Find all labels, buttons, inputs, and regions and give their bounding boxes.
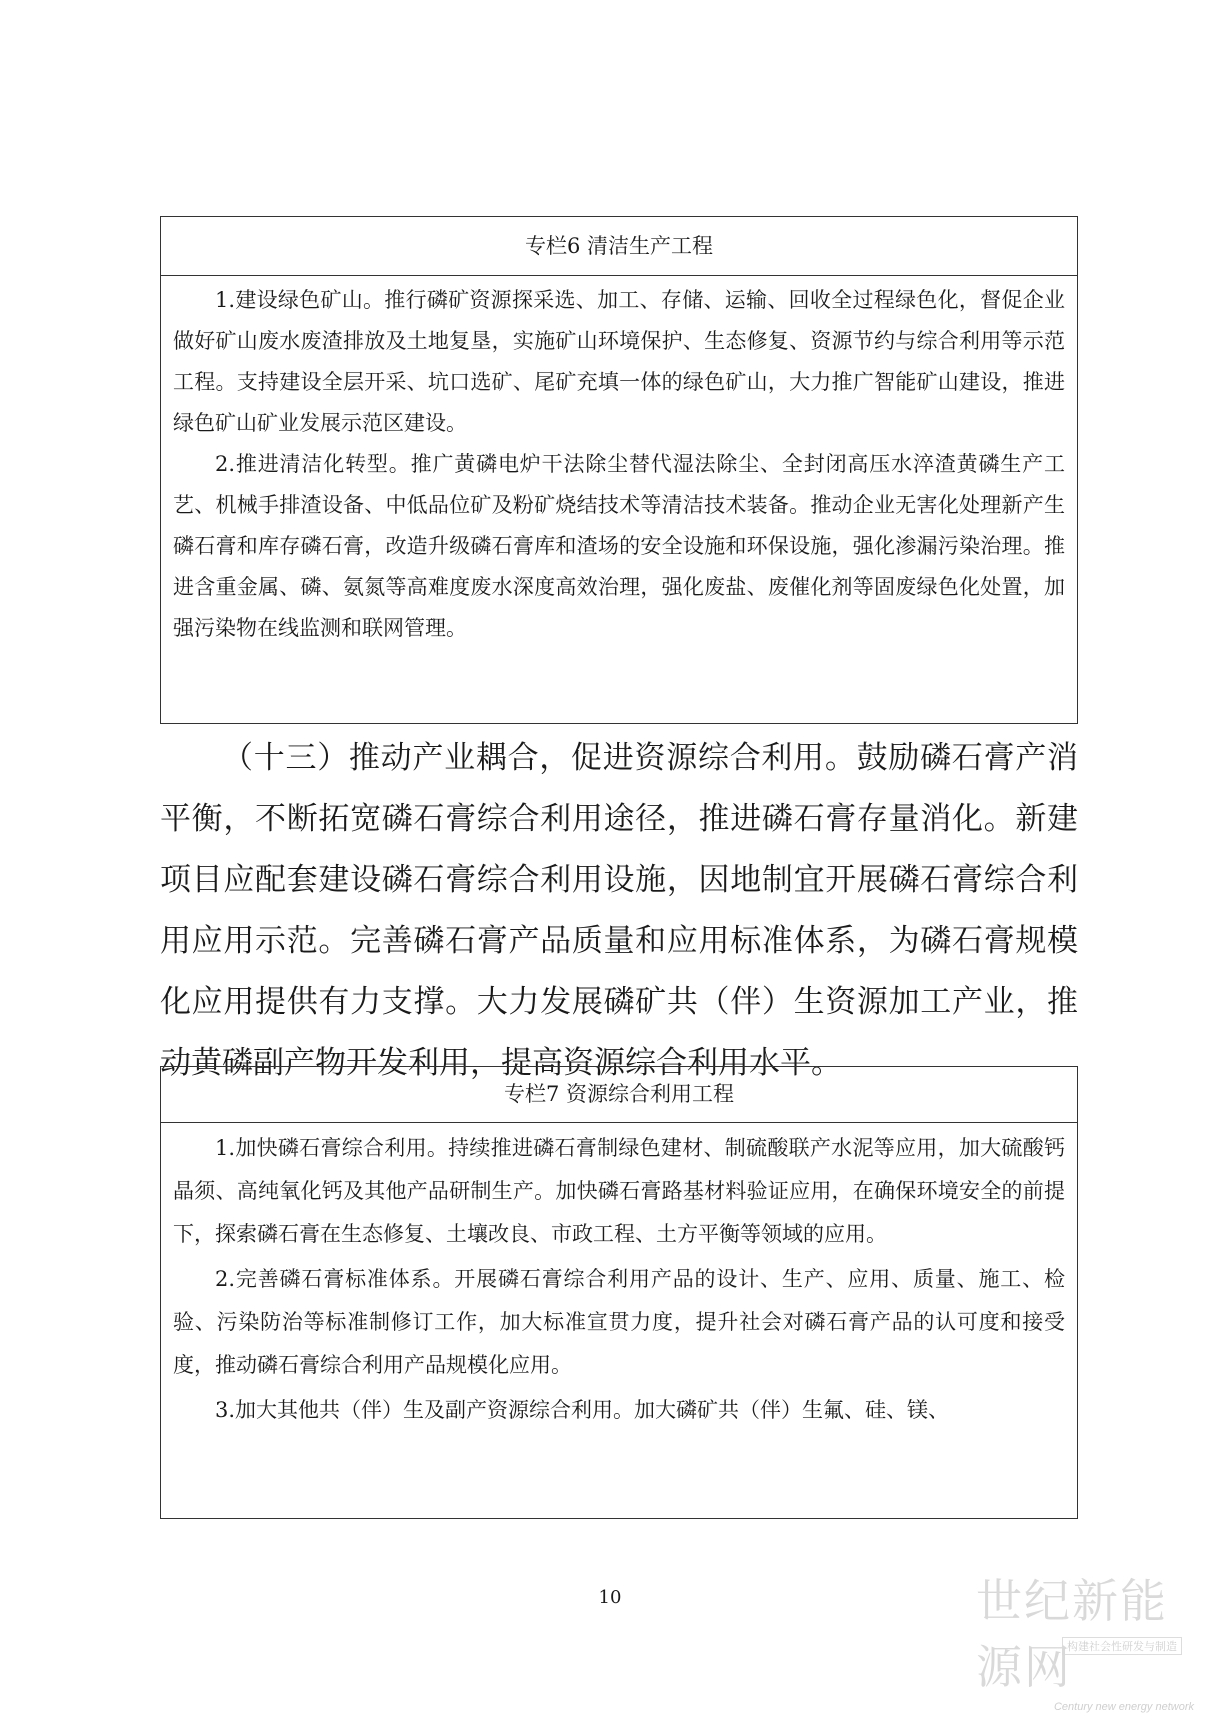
column-box-6 bbox=[160, 216, 1078, 724]
main-body-text bbox=[160, 728, 1078, 1094]
paragraph: 2.推进清洁化转型。推广黄磷电炉干法除尘替代湿法除尘、全封闭高压水淬渣黄磷生产工艺、机械手排渣设备、中低品位矿及粉矿烧结技术等清洁技术装备。推动企业无害化处理新产生磷石膏和库存磷石膏，改造升级磷石膏库和渣场的安全设施和环保设施，强化渗漏污染治理。推进含重金属、磷、氨氮等高难度废水深度高效治理，强化废盐、废催化剂等固废绿色化处置，加强污染物在线监测和联网管理。 bbox=[173, 452, 1065, 640]
watermark-name: 世纪新能源网 bbox=[976, 1574, 1168, 1694]
column-box-body bbox=[161, 1123, 1077, 1432]
paragraph: （十三）推动产业耦合，促进资源综合利用。鼓励磷石膏产消平衡，不断拓宽磷石膏综合利用途径，推进磷石膏存量消化。新建项目应配套建设磷石膏综合利用设施，因地制宜开展磷石膏综合利用应用示范。完善磷石膏产品质量和应用标准体系，为磷石膏规模化应用提供有力支撑。大力发展磷矿共（伴）生资源加工产业，推动黄磷副产物开发利用，提高资源综合利用水平。 bbox=[160, 740, 1078, 1081]
column-box-title: 专栏7 资源综合利用工程 bbox=[161, 1067, 1077, 1123]
watermark-top-text: 构建社会性研发与制造 bbox=[1062, 1637, 1182, 1655]
column-box-body bbox=[161, 276, 1077, 649]
page-number: 10 bbox=[598, 1587, 622, 1608]
column-box-7 bbox=[160, 1066, 1078, 1519]
watermark-english: Century new energy network bbox=[1053, 1701, 1194, 1713]
paragraph: 1.建设绿色矿山。推行磷矿资源探采选、加工、存储、运输、回收全过程绿色化，督促企业做好矿山废水废渣排放及土地复垦，实施矿山环境保护、生态修复、资源节约与综合利用等示范工程。支持建设全层开采、坑口选矿、尾矿充填一体的绿色矿山，大力推广智能矿山建设，推进绿色矿山矿业发展示范区建设。 bbox=[173, 288, 1065, 435]
watermark-logo bbox=[976, 1574, 1206, 1717]
paragraph: 3.加大其他共（伴）生及副产资源综合利用。加大磷矿共（伴）生氟、硅、镁、 bbox=[215, 1398, 950, 1422]
paragraph: 1.加快磷石膏综合利用。持续推进磷石膏制绿色建材、制硫酸联产水泥等应用，加大硫酸钙晶须、高纯氧化钙及其他产品研制生产。加快磷石膏路基材料验证应用，在确保环境安全的前提下，探索磷石膏在生态修复、土壤改良、市政工程、土方平衡等领域的应用。 bbox=[173, 1136, 1065, 1246]
column-box-title: 专栏6 清洁生产工程 bbox=[161, 217, 1077, 276]
paragraph: 2.完善磷石膏标准体系。开展磷石膏综合利用产品的设计、生产、应用、质量、施工、检验、污染防治等标准制修订工作，加大标准宣贯力度，提升社会对磷石膏产品的认可度和接受度，推动磷石膏综合利用产品规模化应用。 bbox=[173, 1267, 1065, 1377]
